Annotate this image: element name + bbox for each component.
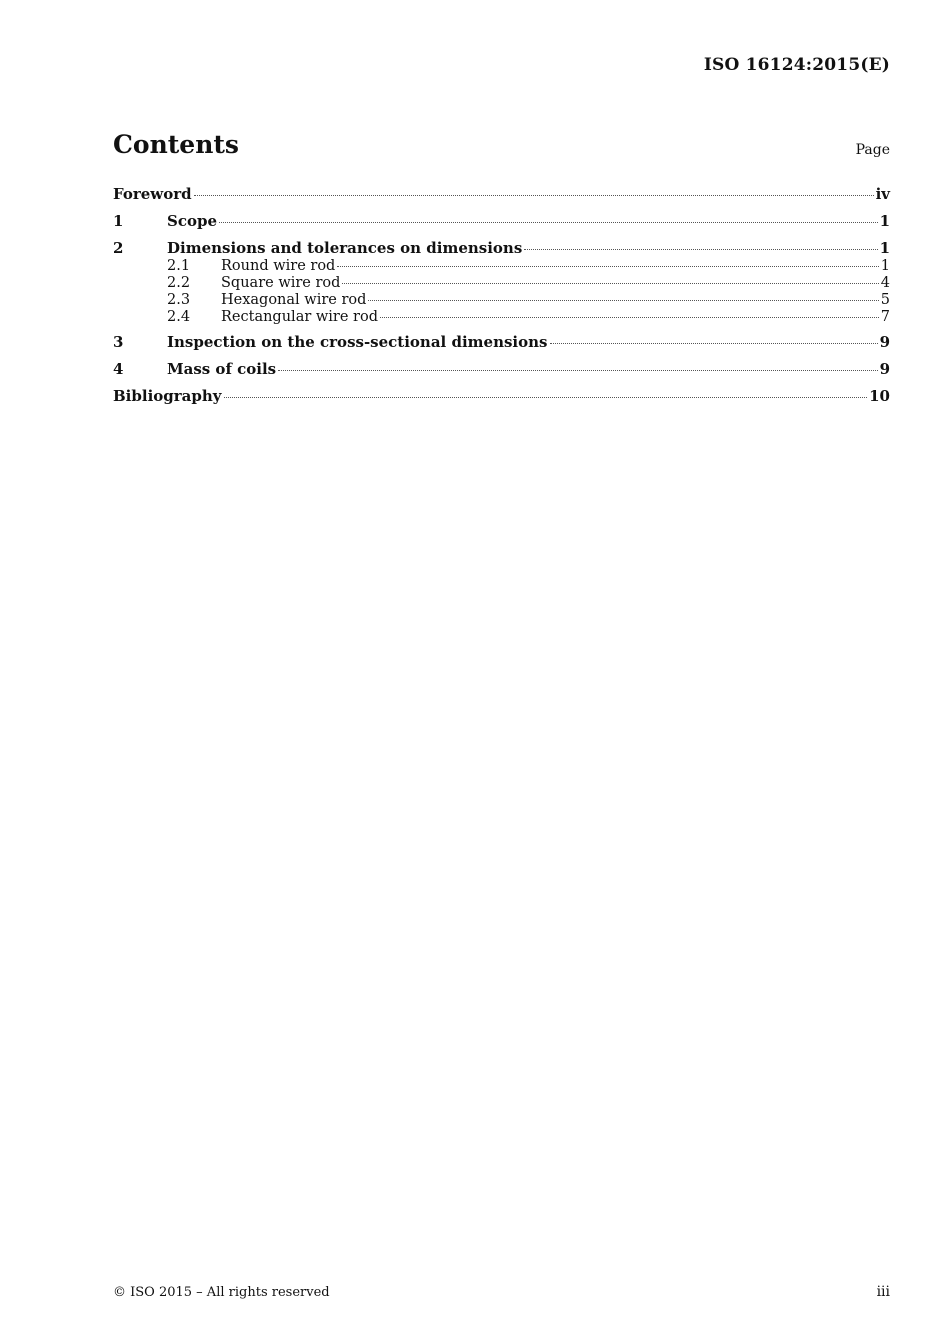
toc-entry-hexagonal-wire-rod[interactable] [113, 292, 890, 308]
page-number: iii [876, 1284, 890, 1300]
toc-entry-number: 2.1 [167, 258, 191, 274]
toc-entry-page: 10 [869, 387, 890, 405]
toc-dot-leader [550, 343, 878, 344]
toc-entry-title[interactable]: Mass of coils [167, 360, 277, 378]
toc-dot-leader [380, 317, 879, 318]
document-id: ISO 16124:2015(E) [703, 55, 890, 75]
toc-entry-round-wire-rod[interactable] [113, 258, 890, 274]
toc-entry-title[interactable]: Foreword [113, 185, 192, 203]
toc-entry-title[interactable]: Scope [167, 212, 218, 230]
toc-entry-dimensions[interactable] [113, 239, 890, 257]
toc-entry-number: 4 [113, 360, 124, 378]
toc-dot-leader [524, 249, 877, 250]
toc-entry-title[interactable]: Inspection on the cross-sectional dimensions [167, 333, 548, 351]
toc-entry-page: 9 [879, 360, 890, 378]
toc-entry-foreword[interactable] [113, 185, 890, 203]
toc-entry-page: iv [875, 185, 890, 203]
toc-entry-title[interactable]: Dimensions and tolerances on dimensions [167, 239, 523, 257]
toc-entry-bibliography[interactable] [113, 387, 890, 405]
toc-entry-title[interactable]: Square wire rod [221, 275, 341, 291]
toc-dot-leader [194, 195, 874, 196]
toc-entry-number: 3 [113, 333, 124, 351]
toc-dot-leader [342, 283, 878, 284]
toc-entry-title[interactable]: Bibliography [113, 387, 222, 405]
toc-dot-leader [368, 300, 878, 301]
toc-dot-leader [224, 397, 868, 398]
copyright-notice: © ISO 2015 – All rights reserved [113, 1285, 330, 1300]
toc-entry-title[interactable]: Round wire rod [221, 258, 336, 274]
toc-dot-leader [278, 370, 877, 371]
toc-entry-title[interactable]: Hexagonal wire rod [221, 292, 367, 308]
toc-dot-leader [219, 222, 878, 223]
toc-entry-number: 2.2 [167, 275, 191, 291]
table-of-contents [113, 185, 890, 405]
toc-entry-page: 1 [879, 239, 890, 257]
toc-dot-leader [337, 266, 878, 267]
contents-title: Contents [113, 130, 240, 159]
toc-entry-number: 1 [113, 212, 124, 230]
toc-entry-number: 2.4 [167, 309, 191, 325]
toc-entry-page: 1 [880, 258, 890, 274]
toc-entry-number: 2.3 [167, 292, 191, 308]
toc-entry-page: 9 [879, 333, 890, 351]
toc-entry-mass-of-coils[interactable] [113, 360, 890, 378]
toc-entry-page: 4 [880, 275, 890, 291]
page-column-label: Page [855, 142, 890, 158]
toc-entry-rectangular-wire-rod[interactable] [113, 309, 890, 325]
toc-entry-title[interactable]: Rectangular wire rod [221, 309, 378, 325]
toc-entry-number: 2 [113, 239, 124, 257]
toc-entry-scope[interactable] [113, 212, 890, 230]
toc-entry-page: 1 [879, 212, 890, 230]
toc-entry-inspection[interactable] [113, 333, 890, 351]
toc-entry-page: 7 [880, 309, 890, 325]
toc-entry-page: 5 [880, 292, 890, 308]
toc-entry-square-wire-rod[interactable] [113, 275, 890, 291]
